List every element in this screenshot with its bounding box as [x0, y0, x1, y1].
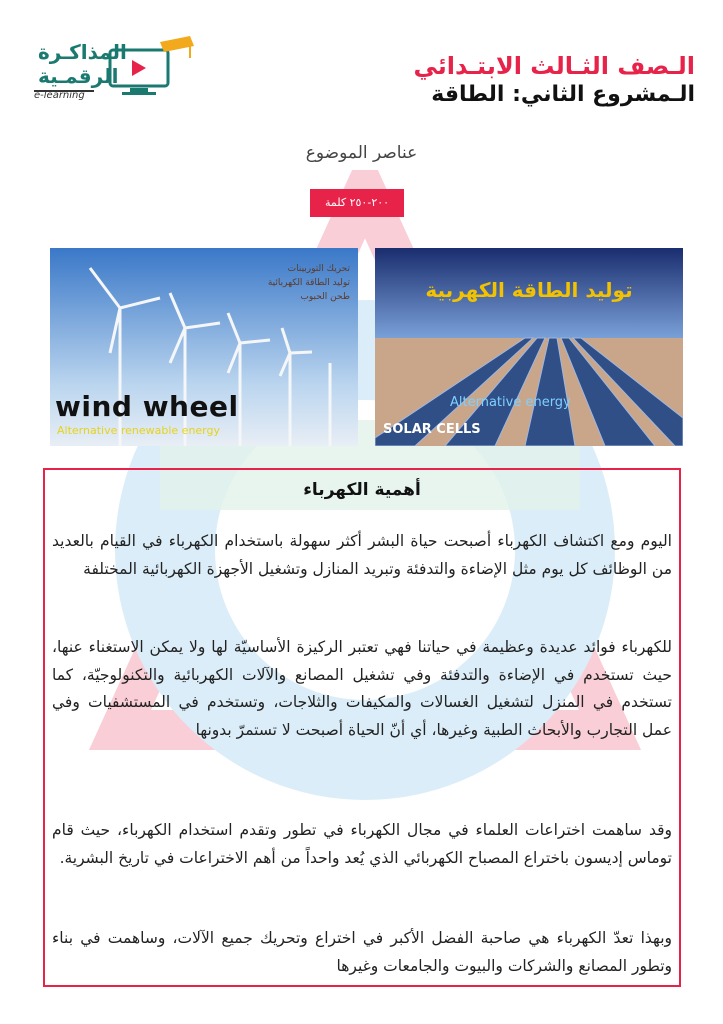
- solar-image-alt-text: Alternative energy: [450, 395, 571, 410]
- logo-text-line2: الرقمـية: [38, 64, 119, 88]
- paragraph: وبهذا تعدّ الكهرباء هي صاحبة الفضل الأكبر في اختراع وتحريك جميع الآلات، وساهمت في بناء وتطور المصانع والشركات والبيوت والجامعات وغيرها: [52, 929, 672, 975]
- wind-image-note: [230, 262, 350, 304]
- project-title: الـمشروع الثاني: الطاقة: [431, 82, 695, 107]
- section-title: أهمية الكهرباء: [303, 480, 421, 500]
- solar-image-title: توليد الطاقة الكهربية: [425, 278, 633, 302]
- word-count-badge: ٢٠٠-٢٥٠ كلمة: [310, 189, 404, 217]
- logo-text-line1: المذاكـرة: [38, 40, 127, 64]
- wind-note-line: طحن الحبوب: [300, 292, 350, 302]
- paragraph: للكهرباء فوائد عديدة وعظيمة في حياتنا فهي تعتبر الركيزة الأساسيّة لها ولا يمكن الاستغناء عنها، حيث تستخدم في الإضاءة والتدفئة وفي تشغيل المصانع والآلات الكهربائية والتكنولوجيّة، كما تستخدم في المنزل لتشغيل الغسالات والمكيفات والثلاجات، وتستخدم في المستشفيات وفي عمل التجارب والأبحاث الطبية وغيرها، أي أنّ الحياة أصبحت لا تستمرّ بدونها: [52, 638, 672, 739]
- grade-title: الـصف الثـالث الابتـدائي: [413, 52, 695, 80]
- wind-image-label: wind wheel: [55, 390, 239, 423]
- paragraph: اليوم ومع اكتشاف الكهرباء أصبحت حياة البشر أكثر سهولة باستخدام الكهرباء في القيام بالعديد من الوظائف كل يوم مثل الإضاءة والتدفئة وتبريد المنازل وتشغيل الأجهزة الكهربائية المختلفة: [52, 532, 672, 578]
- paragraph: وقد ساهمت اختراعات العلماء في مجال الكهرباء في تطور وتقدم استخدام الكهرباء، حيث قام توماس إديسون باختراع المصباح الكهربائي الذي يُعد واحداً من أهم الاختراعات في تاريخ البشرية.: [52, 821, 672, 867]
- logo-subtitle: e-learning: [34, 90, 85, 101]
- wind-note-line: تحريك التوربينات: [287, 264, 350, 274]
- solar-image-label: SOLAR CELLS: [383, 422, 481, 437]
- topic-heading: عناصر الموضوع: [305, 143, 418, 163]
- wind-image-subtitle: Alternative renewable energy: [57, 424, 221, 437]
- wind-note-line: توليد الطاقة الكهربائية: [267, 278, 350, 288]
